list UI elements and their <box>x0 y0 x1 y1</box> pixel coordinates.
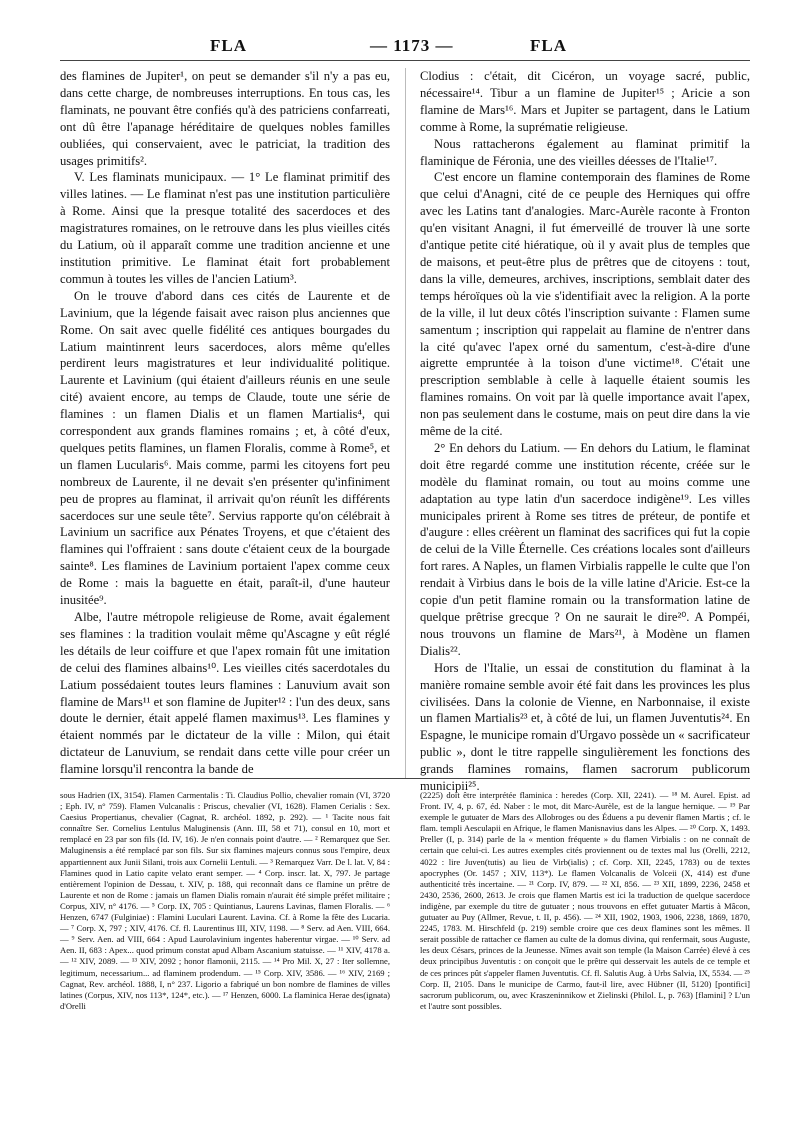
footnote-text: sous Hadrien (IX, 3154). Flamen Carmentalis : Ti. Claudius Pollio, chevalier romain (VI, 3720 ; Eph. IV, n° 759). Flamen Vulcanalis : Priscus, chevalier (VI, 1628). Flamen Cerialis : Sex. Caesius Propertianus, chevalier (Cagnat, R. archéol. 1892, p. 292). — ¹ Tacite nous fait connaître Ser. Cornelius Lentulus Maluginensis (Ann. III, 58 et 71), consul en 10, mort et remplacé en 23 par son fils (Id. IV, 16). Je n'en connais point d'autre. — ² Remarquez que Ser. Maluginensis a été remplacé par son fils. Sur six flamines majeurs connus sous l'empire, deux appartiennent aux Junii Silani, trois aux Cornelii Lentuli. — ³ Remarquez Varr. De l. lat. V, 84 : Flamines quod in Latio capite velato erant semper. — ⁴ Corp. inscr. lat. X, 797. Je partage entièrement l'opinion de Dessau, t. XIV, p. 188, qui reconnaît dans ce flamine un prêtre de Laurente et non de Rome : jamais un flamen Dialis romain n'aurait été simple préfet militaire ; Corpus, XIV, n° 4176. — ⁵ Corp. IX, 705 : Quintianus, Laurens Lavinas, flamen Floralis. — ⁶ Henzen, 6747 (Fulginiae) : Flamini Luculari Laurent. Lavina. Cf. à Rome la fête des Lucaria. — ⁷ Corp. X, 797 ; XIV, 4176. Cf. fl. Laurentinus III, XIV, 1198. — ⁸ Serv. ad Aen. VIII, 664. — ⁹ Serv. Aen. ad VIII, 664 : Apud Laurolavinium ingentes haberentur virgae. — ¹⁰ Serv. ad Aen. II, 683 : Apex... quod primum constat apud Albam Ascanium statuisse. — ¹¹ XIV, 4178 a. — ¹² XIV, 2089. — ¹³ XIV, 2092 ; honor flamonii, 2115. — ¹⁴ Pro Mil. X, 27 : Iter sollemne, legitimum, necessarium... ad flaminem prodendum. — ¹⁵ Corp. XIV, 3586. — ¹⁶ XIV, 2169 ; Cagnat, Rev. archéol. 1888, I, n° 237. Ligorio a fabriqué un bon nombre de flamines de villes latines (Corpus, XIV, nos 113*, 124*, etc.). — ¹⁷ Henzen, 6000. La flaminica Herae des(ignata) d'Orelli <box>60 790 390 1011</box>
paragraph: Nous rattacherons également au flaminat primitif la flaminique de Féronia, une des vieilles déesses de l'Italie¹⁷. <box>420 136 750 168</box>
paragraph: Albe, l'autre métropole religieuse de Rome, avait également ses flamines : la tradition voulait même qu'Ascagne y eût réglé les détails de leur coiffure et que l'apex romain fût une imitation de celui des flamines albains¹⁰. Les vieilles cités sacerdotales du Latium possédaient toutes leurs flamines : Lanuvium avait son flamine de Mars¹¹ et son flamine de Jupiter¹² : l'un des deux, sans doute le dernier, était appelé flamen maximus¹³. Les flamines y étaient nommés par le dictateur de la ville : Milon, qui était dictateur de Lanuvium, se rendait dans cette ville pour créer un flamine lorsqu'il rencontra la bande de <box>60 610 390 777</box>
header-left-title: FLA <box>210 36 247 55</box>
footnotes-rule <box>60 778 750 779</box>
paragraph: V. Les flaminats municipaux. — 1° Le flaminat primitif des villes latines. — Le flaminat n'est pas une institution particulière à Rome. Ainsi que la presque totalité des sacerdoces et des magistratures romaines, on le retrouve dans les plus vieilles cités du Latium, où il apparaît comme une tradition ancienne et une institution primitive. Le flaminat était fort probablement commun à toutes les villes de l'ancien Latium³. <box>60 170 390 286</box>
footnote-text: (2225) doit être interprétée flaminica : heredes (Corp. XII, 2241). — ¹⁸ M. Aurel. Epist. ad Front. IV, 4, p. 67, éd. Naber : le mot, dit Marc-Aurèle, est de la langue hernique. — ¹⁹ Par exemple le gutuater de Mars des Allobroges ou des Éduens a pu devenir flamen Martis ; cf. le flam. templi Aesculapii en Afrique, le flamen Manisnavius dans les Alpes. — ²⁰ Corp. X, 1493. Preller (I, p. 314) parle de la « mention fréquente » du flamen Virbialis : on ne connaît de certain que celui-ci. Les autres exemples cités proviennent ou de textes mal lus (Orelli, 2212, 4022 : lire Juven(tutis) au lieu de Virb(ialis) ; cf. Corp. XII, 2245, 1783) ou de textes apocryphes (Or. 1457 ; XIV, 113*). Le flamen Volcanalis de Volceii (X, 414) est d'une authenticité très incertaine. — ²¹ Corp. IV, 879. — ²² XI, 856. — ²³ XII, 1899, 2236, 2458 et 2430, 2536, 2600, 2613. Je crois que flamen Martis est ici la traduction de quelque sacerdoce indigène, par exemple du titre de gutuater ; nous trouvons en effet gutuater Martis à Mâcon, gutuater au Puy (Allmer, Revue, t. II, p. 456). — ²⁴ XII, 1902, 1903, 1906, 2238, 1869, 1870, 2245, 1783. M. Hirschfeld (p. 219) semble croire que ces deux flamines sont les mêmes. Il serait possible de rattacher ce flamen au culte de la domus divina, qui renfermait, sous Auguste, les deux Césars, princes de la Jeunesse. Nîmes avait son temple (la Maison Carrée) élevé à ces deux principibus Juventutis : on conçoit que le prêtre qui desservait les autels de ce temple et de ces princes pût s'appeler flamen Juventutis. Cf. fl. Salutis Aug. à Urbs Salvia, IX, 5534. — ²⁵ Corp. II, 2105. Dans le municipe de Carmo, faut-il lire, avec Hübner (II, 5120) [pontifici] sacrorum publicorum, ou, avec Kraszeninnikow et Zielinski (Philol. L, p. 763) [flamini] ? L'un et l'autre sont possibles. <box>420 790 750 1011</box>
header-right-title: FLA <box>530 36 567 55</box>
header-rule <box>60 60 750 61</box>
paragraph: Hors de l'Italie, un essai de constitution du flaminat à la manière romaine semble avoir été fait dans les provinces les plus civilisées. Dans la colonie de Vienne, en Narbonnaise, il existe un flamen Martialis²³ et, à côté de lui, un flamen Juventutis²⁴. En Espagne, le municipe romain d'Urgavo possède un « sacrificateur public », dont le titre rappelle singulièrement les fonctions des grands flamines romains, flamen sacrorum publicorum municipii²⁵. <box>420 660 750 794</box>
footnotes-left <box>60 790 390 1012</box>
column-divider <box>405 68 406 778</box>
left-column <box>60 68 390 778</box>
paragraph: 2° En dehors du Latium. — En dehors du Latium, le flaminat doit être regardé comme une institution récente, créée sur le modèle du flaminat romain, ou tout au moins comme une adaptation au type latin d'un sacerdoce indigène¹⁹. Les villes municipales prirent à Rome ses titres de préteur, de pontife et d'augure : elles créèrent un flaminat des sacrifices qui fut la copie de celui de la Ville Éternelle. Ces créations locales sont d'ailleurs fort rares. A Naples, un flamen Virbialis rappelle le culte que l'on rendait à Virbius dans le bois de la ville latine d'Aricie. Est-ce la copie d'un petit flamine romain ou la transformation latine de quelque prêtrise grecque ? On ne saurait le dire²⁰. A Pompéi, nous trouvons un flamine de Mars²¹, à Modène un flamen Dialis²². <box>420 440 750 658</box>
paragraph: C'est encore un flamine contemporain des flamines de Rome que celui d'Anagni, cité de ce peuple des Herniques qui offre avec les Latins tant d'analogies. Marc-Aurèle raconte à Fronton qu'en visitant Anagni, il fut émerveillé de trouver là une sorte d'antique petite cité hiératique, où il y avait plus de temples que de maisons, et peut-être plus de prêtres que de citoyens : tout, dans la ville, demeures, archives, inscriptions, semblait dater des temps héroïques où la vie s'identifiait avec la religion. A la porte de la ville, il lut deux côtés l'inscription suivante : Flamen sume samentum ; inscription qui rappelait au flamine de n'entrer dans la cité qu'avec l'apex orné du samentum, c'est-à-dire d'une aigrette empruntée à la toison d'une victime¹⁸. C'était une prescription semblable à celle à laquelle étaient soumis les flamines romains. On voit par là quelle importance avait l'apex, non pas seulement dans le costume, mais on peut dire dans la vie même de la cité. <box>420 170 750 439</box>
paragraph: On le trouve d'abord dans ces cités de Laurente et de Lavinium, que la légende faisait avec raison plus anciennes que Rome. On sait avec quelle fidélité ces antiques bourgades du Latium maintinrent leurs sacerdoces, alors même qu'elles perdirent leurs magistratures et leur individualité politique. Laurente et Lavinium (qui étaient d'ailleurs réunis en une seule cité) avaient encore, au temps de Claude, toute une série de flamines : un flamen Dialis et un flamen Martialis⁴, qui correspondent aux grands flamines romains ; et, à côté d'eux, quelques petits flamines, un flamen Floralis, comme à Rome⁵, et un flamen Lucularis⁶. Mais comme, parmi les citoyens fort peu nombreux de Laurente, il ne devait s'en présenter qu'infiniment peu de propres au flaminat, il arrivait qu'on réunît les différents sacerdoces sur une seule tête⁷. Servius rapporte qu'on célébrait à Lavinium un sacrifice aux Pénates Troyens, et que c'étaient des flamines qui l'offraient : sans doute c'étaient ceux de la bourgade sainte⁸. Les flamines de Lavinium portaient l'apex comme ceux de Rome : mais la baguette en était, paraît-il, d'une hauteur inusitée⁹. <box>60 288 390 608</box>
page-number: — 1173 — <box>370 36 454 55</box>
right-column <box>420 68 750 795</box>
paragraph: Clodius : c'était, dit Cicéron, un voyage sacré, public, nécessaire¹⁴. Tibur a un flamine de Jupiter¹⁵ ; Aricie a son flamine de Mars¹⁶. Mars et Jupiter se partagent, dans le Latium comme à Rome, la suprématie religieuse. <box>420 69 750 134</box>
footnotes-right <box>420 790 750 1012</box>
paragraph: des flamines de Jupiter¹, on peut se demander s'il n'y a pas eu, dans cette charge, de nombreuses interruptions. En tous cas, les flaminats, ne pouvant être confiés qu'à des patriciens confarreati, ont dû être l'apanage héréditaire de quelques nobles familles oubliées, qui conservaient, avec le patriciat, la tradition des usages primitifs². <box>60 69 390 168</box>
page-header <box>60 36 750 58</box>
